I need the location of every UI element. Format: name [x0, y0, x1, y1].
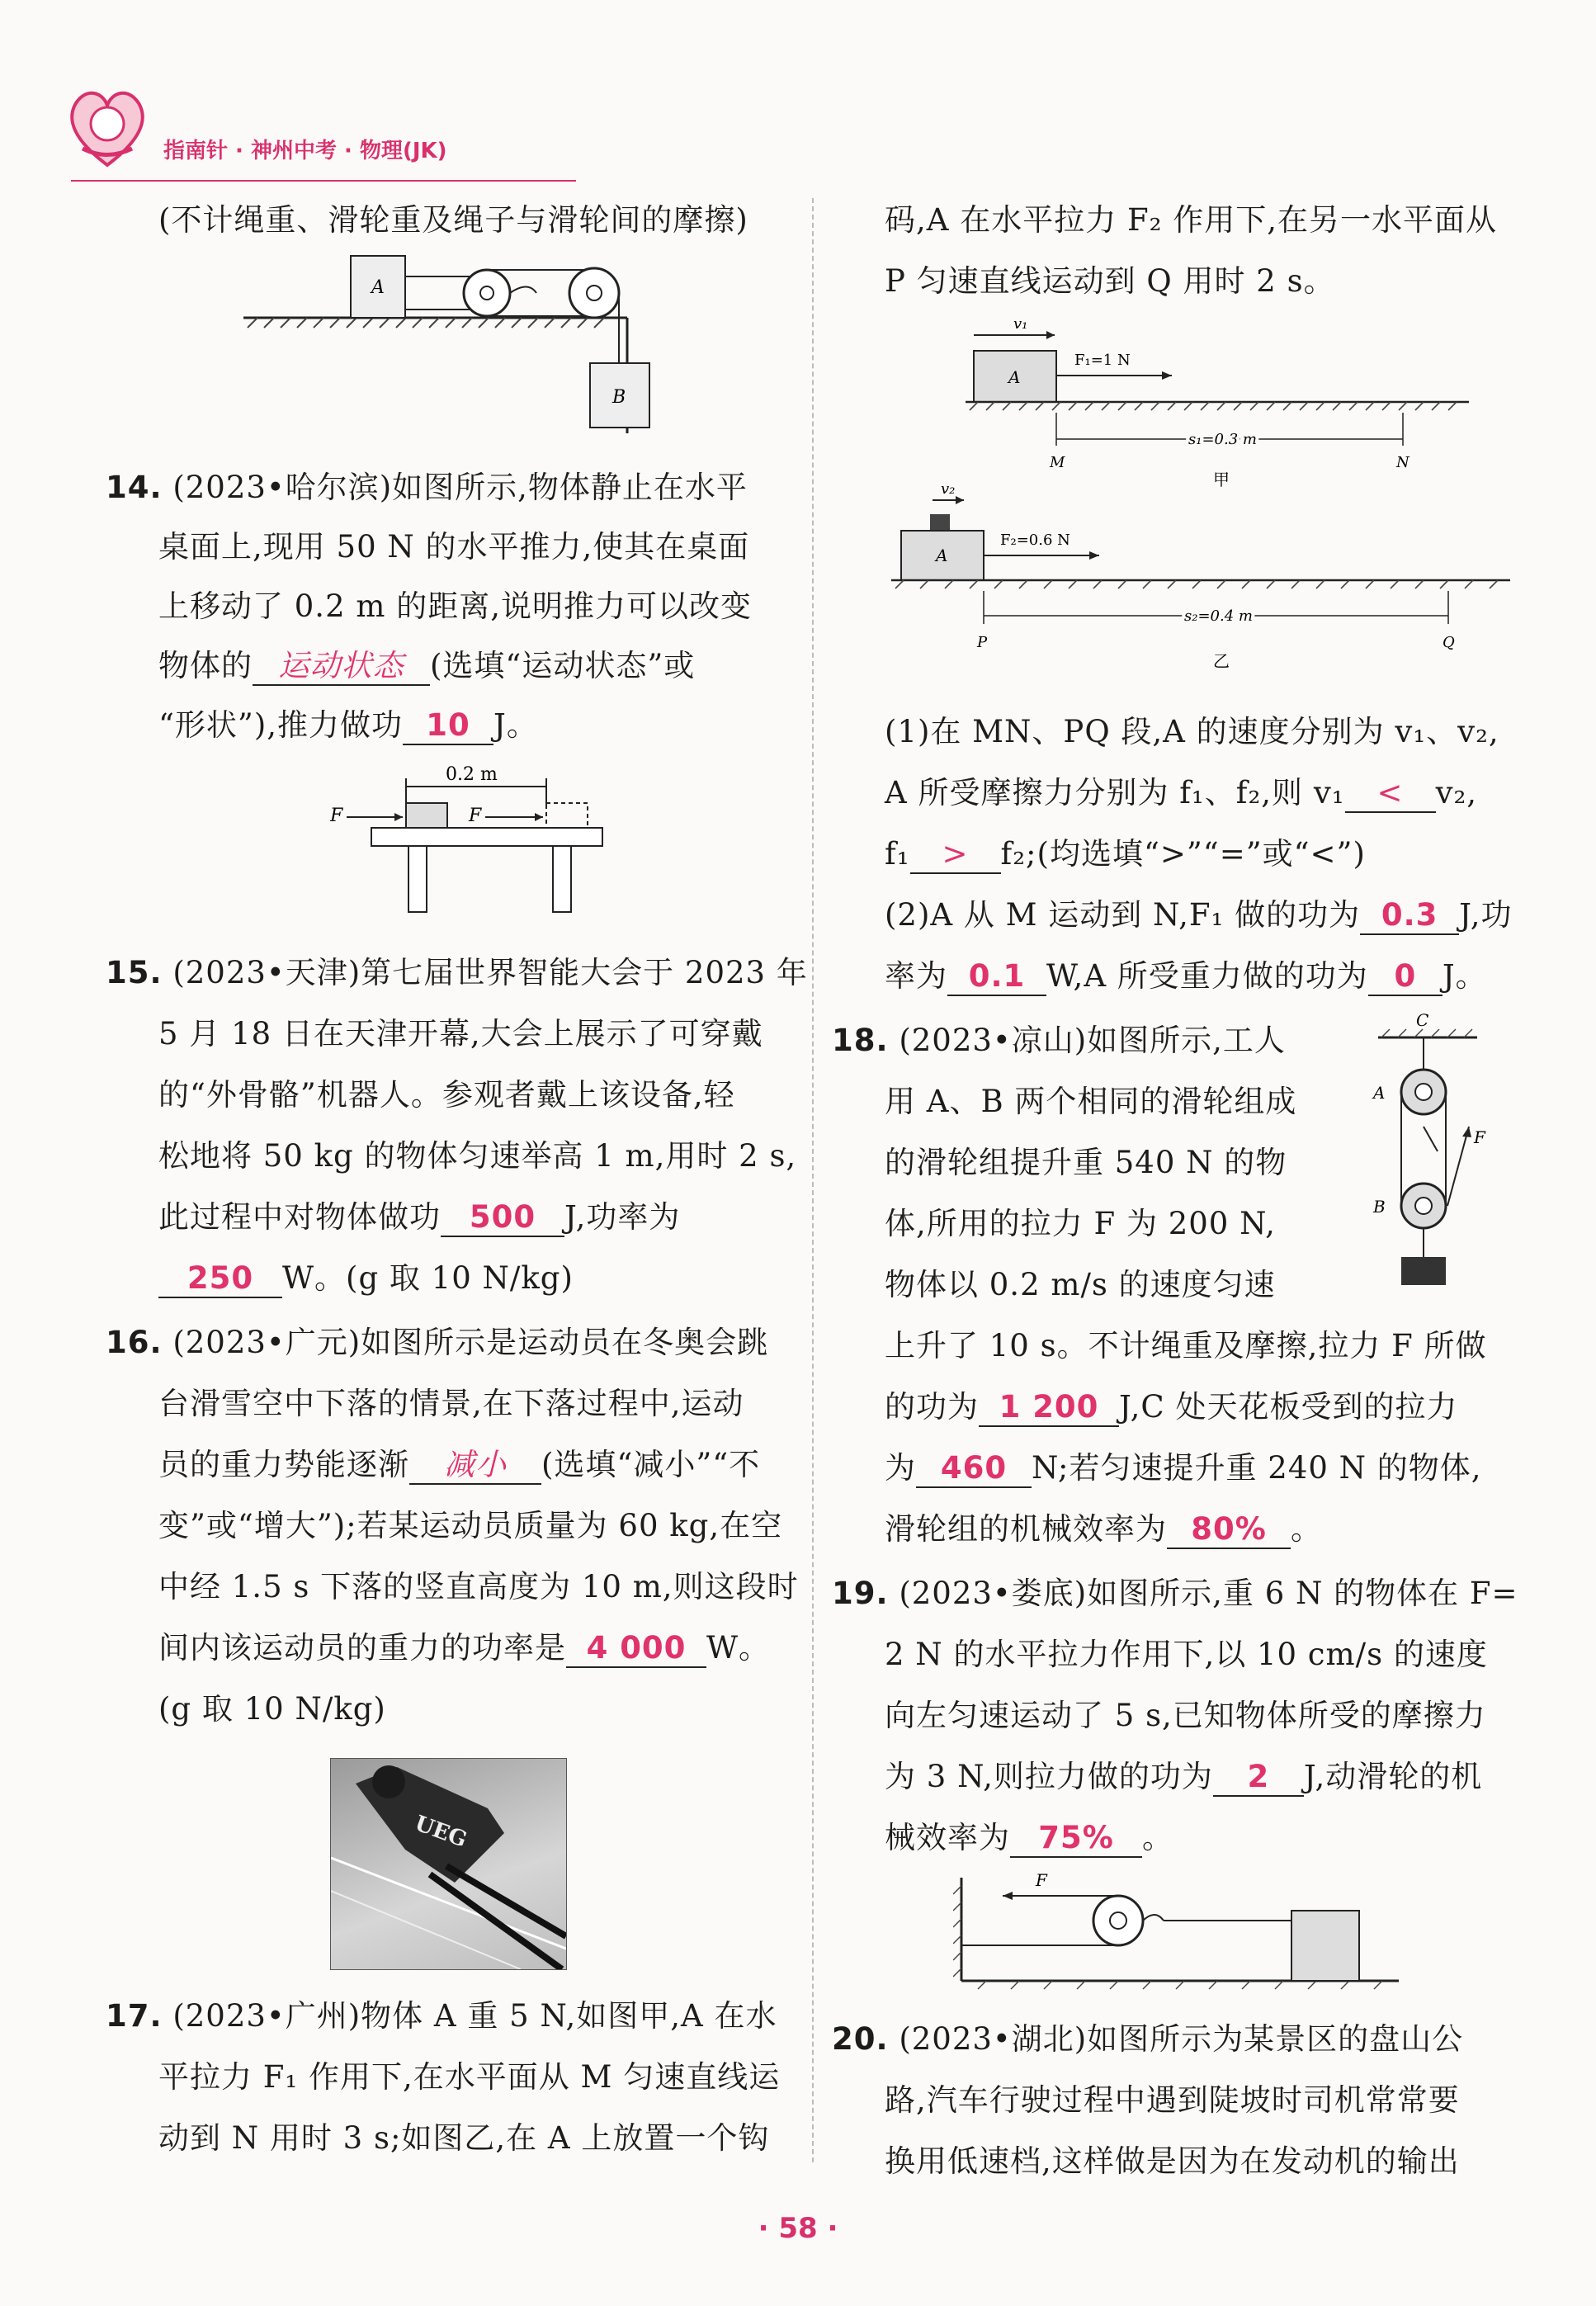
v2-label: v₂ — [941, 480, 956, 498]
q17-sub2-line1: (2)A 从 M 运动到 N,F₁ 做的功为 0.3 J,功 — [885, 890, 1513, 935]
q14-line5: “形状”),推力做功 10 J。 — [158, 700, 538, 745]
column-divider — [812, 198, 814, 2162]
q16-answer-1[interactable]: 减小 — [409, 1447, 541, 1485]
q14-line2: 桌面上,现用 50 N 的水平推力,使其在桌面 — [158, 529, 750, 565]
v1-label: v₁ — [1013, 315, 1028, 333]
q16-line2: 台滑雪空中下落的情景,在下落过程中,运动 — [158, 1386, 744, 1421]
point-m: M — [1050, 454, 1065, 471]
s2-label: s₂=0.4 m — [1184, 607, 1253, 625]
q18-line6: 上升了 10 s。不计绳重及摩擦,拉力 F 所做 — [885, 1328, 1487, 1363]
block-a-jia: A — [1008, 367, 1021, 387]
q19-line4: 为 3 N,则拉力做的功为 2 J,动滑轮的机 — [885, 1751, 1482, 1797]
q17-sub1-line3: f₁ > f₂;(均选填“>”“=”或“<”) — [885, 829, 1366, 874]
q16-line7: (g 取 10 N/kg) — [158, 1691, 386, 1727]
point-n: N — [1396, 454, 1409, 471]
q17-sub2-line2: 率为 0.1 W,A 所受重力做的功为 0 J。 — [885, 951, 1487, 996]
q17-answer-3[interactable]: 0.3 — [1360, 897, 1459, 935]
q15-line6: 250 W。(g 取 10 N/kg) — [158, 1253, 574, 1298]
q17-answer-1[interactable]: < — [1345, 775, 1436, 813]
fig-jia-label: 甲 — [1213, 470, 1230, 489]
f2-label: F₂=0.6 N — [1000, 532, 1070, 549]
q15-line5: 此过程中对物体做功 500 J,功率为 — [158, 1192, 680, 1237]
q18-line8: 为 460 N;若匀速提升重 240 N 的物体, — [885, 1443, 1482, 1488]
q18-line9: 滑轮组的机械效率为 80% 。 — [885, 1504, 1322, 1549]
header-title: 指南针 · 神州中考 · 物理(JK) — [163, 139, 447, 163]
q18-line1: 18. (2023•凉山)如图所示,工人 — [832, 1023, 1286, 1058]
label-b: B — [1373, 1197, 1386, 1217]
page-number: · 58 · — [758, 2212, 838, 2245]
q17-line2: 平拉力 F₁ 作用下,在水平面从 M 匀速直线运 — [158, 2059, 781, 2095]
table-push-figure — [330, 755, 611, 920]
q16-line6: 间内该运动员的重力的功率是 4 000 W。 — [158, 1623, 770, 1668]
q16-answer-2[interactable]: 4 000 — [566, 1630, 706, 1668]
pulley-figure-left — [239, 248, 668, 437]
q15-line1: 15. (2023•天津)第七届世界智能大会于 2023 年 — [106, 955, 808, 990]
q16-line5: 中经 1.5 s 下落的竖直高度为 10 m,则这段时 — [158, 1569, 799, 1604]
q15-line4: 松地将 50 kg 的物体匀速举高 1 m,用时 2 s, — [158, 1138, 797, 1174]
q18-answer-2[interactable]: 460 — [916, 1450, 1032, 1488]
f1-label: F₁=1 N — [1074, 352, 1131, 369]
bib-text: UEG — [411, 1811, 470, 1853]
q17-sub1-line1: (1)在 MN、PQ 段,A 的速度分别为 v₁、v₂, — [885, 714, 1499, 749]
q17-answer-2[interactable]: > — [910, 836, 1001, 874]
fig-yi-label: 乙 — [1213, 651, 1230, 671]
q18-line3: 的滑轮组提升重 540 N 的物 — [885, 1145, 1287, 1180]
block-b-label: B — [612, 387, 626, 408]
q18-line5: 物体以 0.2 m/s 的速度匀速 — [885, 1267, 1276, 1302]
intro-text: (不计绳重、滑轮重及绳子与滑轮间的摩擦) — [158, 202, 748, 238]
block-a-yi: A — [936, 546, 948, 565]
q20-line2: 路,汽车行驶过程中遇到陡坡时司机常常要 — [885, 2082, 1460, 2118]
label-f: F — [1474, 1127, 1485, 1147]
header — [66, 83, 660, 182]
label-f-19: F — [1036, 1870, 1047, 1890]
q17-cont-line2: P 匀速直线运动到 Q 用时 2 s。 — [885, 263, 1335, 299]
q19-answer-1[interactable]: 2 — [1213, 1759, 1304, 1797]
q18-line2: 用 A、B 两个相同的滑轮组成 — [885, 1084, 1297, 1119]
q20-line1: 20. (2023•湖北)如图所示为某景区的盘山公 — [832, 2021, 1464, 2057]
s1-label: s₁=0.3 m — [1188, 431, 1257, 448]
label-a: A — [1373, 1083, 1386, 1103]
q18-answer-3[interactable]: 80% — [1167, 1511, 1291, 1549]
q17-line3: 动到 N 用时 3 s;如图乙,在 A 上放置一个钩 — [158, 2120, 770, 2156]
label-c: C — [1416, 1011, 1429, 1030]
q14-answer-1[interactable]: 运动状态 — [253, 648, 430, 686]
q17-cont-line1: 码,A 在水平拉力 F₂ 作用下,在另一水平面从 — [885, 202, 1498, 238]
q17-sub1-line2: A 所受摩擦力分别为 f₁、f₂,则 v₁ < v₂, — [885, 768, 1477, 813]
dynamic-pulley-figure — [953, 1869, 1415, 2001]
q18-line4: 体,所用的拉力 F 为 200 N, — [885, 1206, 1276, 1241]
force-label-1: F — [330, 806, 343, 826]
q19-line3: 向左匀速运动了 5 s,已知物体所受的摩擦力 — [885, 1698, 1486, 1733]
pulley-block-figure — [1362, 1011, 1494, 1292]
point-p: P — [977, 634, 988, 651]
q17-line1: 17. (2023•广州)物体 A 重 5 N,如图甲,A 在水 — [106, 1998, 777, 2034]
q15-answer-2[interactable]: 250 — [158, 1260, 282, 1298]
q17-answer-4[interactable]: 0.1 — [947, 958, 1046, 996]
block-a-label: A — [371, 277, 385, 298]
q15-answer-1[interactable]: 500 — [441, 1199, 564, 1237]
ski-jumper-photo — [330, 1758, 567, 1970]
q20-line3: 换用低速档,这样做是因为在发动机的输出 — [885, 2143, 1460, 2179]
q14-line1: 14. (2023•哈尔滨)如图所示,物体静止在水平 — [106, 470, 748, 505]
q19-line2: 2 N 的水平拉力作用下,以 10 cm/s 的速度 — [885, 1637, 1488, 1672]
q14-line3: 上移动了 0.2 m 的距离,说明推力可以改变 — [158, 588, 752, 624]
q18-answer-1[interactable]: 1 200 — [979, 1389, 1119, 1427]
q16-line4: 变”或“增大”);若某运动员质量为 60 kg,在空 — [158, 1508, 783, 1543]
q15-line2: 5 月 18 日在天津开幕,大会上展示了可穿戴 — [158, 1016, 763, 1051]
q14-line4: 物体的 运动状态 (选填“运动状态”或 — [158, 640, 695, 686]
force-label-2: F — [469, 806, 482, 826]
q19-answer-2[interactable]: 75% — [1010, 1820, 1142, 1858]
q17-answer-5[interactable]: 0 — [1368, 958, 1443, 996]
point-q: Q — [1443, 634, 1455, 651]
q16-line1: 16. (2023•广元)如图所示是运动员在冬奥会跳 — [106, 1325, 769, 1360]
q15-line3: 的“外骨骼”机器人。参观者戴上该设备,轻 — [158, 1077, 735, 1113]
q16-line3: 员的重力势能逐渐 减小 (选填“减小”“不 — [158, 1439, 760, 1485]
q18-line7: 的功为 1 200 J,C 处天花板受到的拉力 — [885, 1382, 1458, 1427]
header-rule — [71, 180, 576, 182]
motion-figure-jia-yi — [883, 314, 1518, 677]
distance-label: 0.2 m — [446, 764, 498, 785]
q19-line5: 械效率为 75% 。 — [885, 1812, 1173, 1858]
q14-answer-2[interactable]: 10 — [403, 707, 493, 745]
q19-line1: 19. (2023•娄底)如图所示,重 6 N 的物体在 F= — [832, 1576, 1518, 1611]
logo-icon — [66, 83, 149, 173]
